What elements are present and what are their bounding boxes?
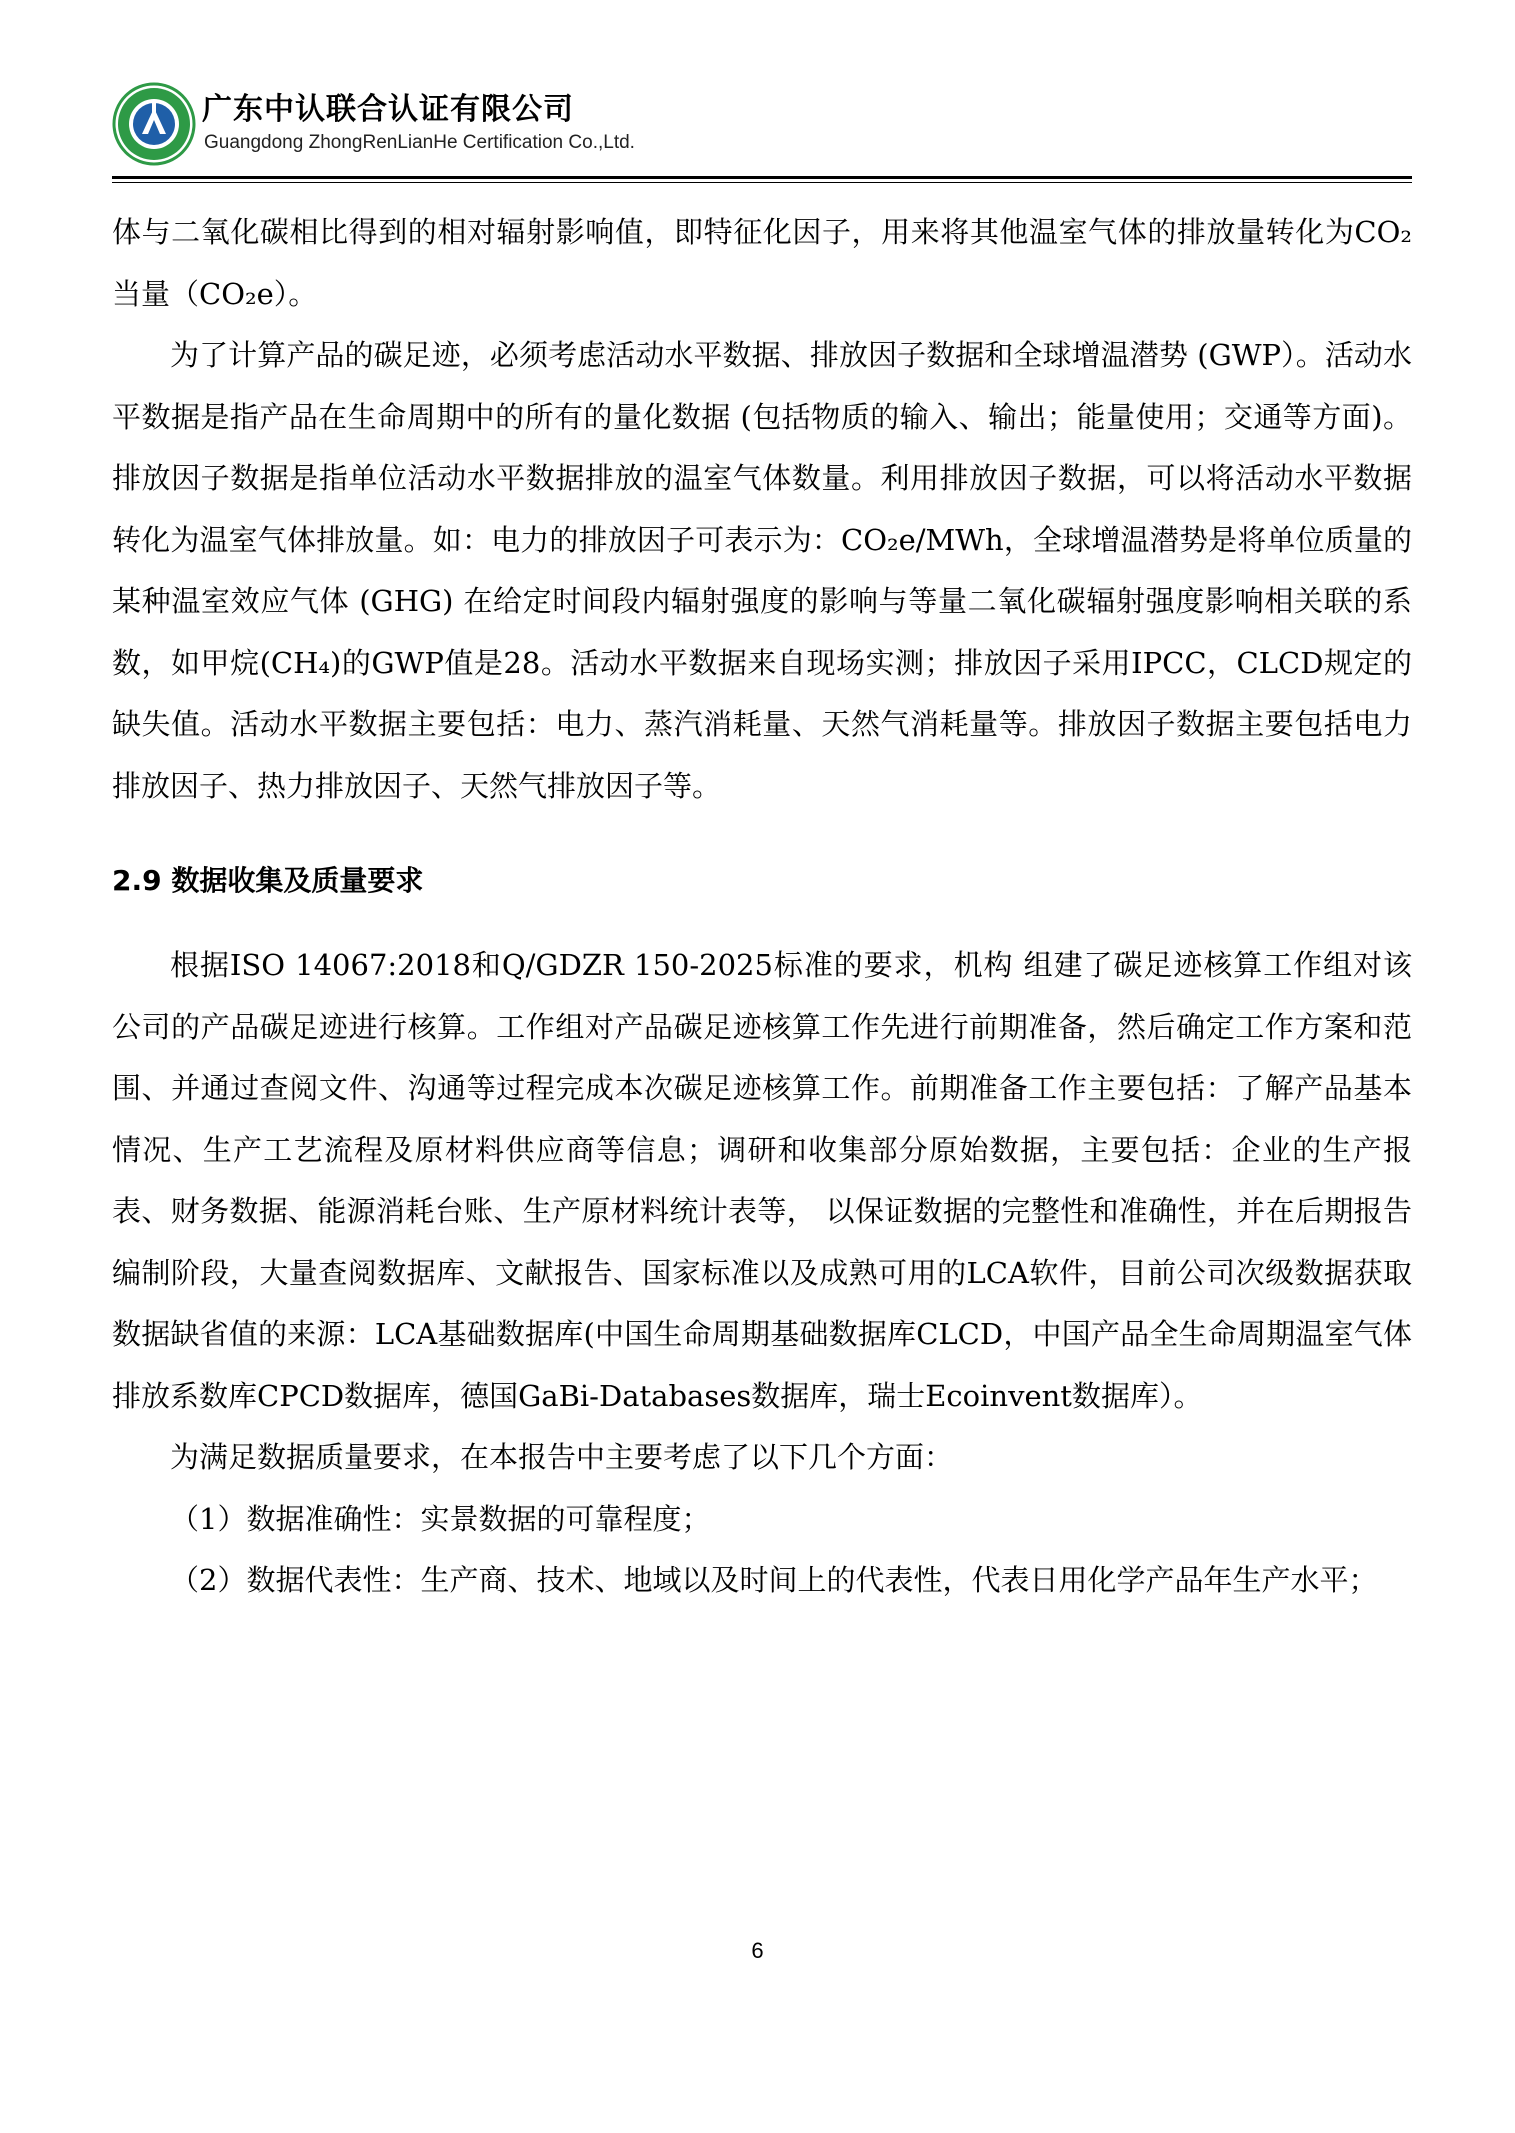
page-number: 6 <box>751 1938 764 1963</box>
company-name-cn: 广东中认联合认证有限公司 <box>202 92 574 127</box>
section-heading: 2.9 数据收集及质量要求 <box>112 864 424 897</box>
header-rule <box>112 176 1412 179</box>
certification-seal-icon <box>112 82 196 166</box>
page-header <box>112 78 1412 178</box>
list-item-2: （2）数据代表性：生产商、技术、地域以及时间上的代表性，代表日用化学产品年生产水平； <box>170 1563 1378 1597</box>
paragraph-2: 为了计算产品的碳足迹，必须考虑活动水平数据、排放因子数据和全球增温潜势 (GWP）。活动水平数据是指产品在生命周期中的所有的量化数据 (包括物质的输入、输出；能量使用；交通等方面)。排放因子数据是指单位活动水平数据排放的温室气体数量。利用排放因子数据，可以将活动水平数据转化为温室气体排放量。如：电力的排放因子可表示为：CO₂e/MWh，全球增温潜势是将单位质量的某种温室效应气体 (GHG) 在给定时间段内辐射强度的影响与等量二氧化碳辐射强度影响相关联的系数，如甲烷(CH₄)的GWP值是28。活动水平数据来自现场实测；排放因子采用IPCC，CLCD规定的缺失值。活动水平数据主要包括：电力、蒸汽消耗量、天然气消耗量等。排放因子数据主要包括电力排放因子、热力排放因子、天然气排放因子等。 <box>112 338 1412 803</box>
company-name-en: Guangdong ZhongRenLianHe Certification Co.,Ltd. <box>204 132 635 153</box>
list-item-1: （1）数据准确性：实景数据的可靠程度； <box>170 1501 711 1536</box>
paragraph-1: 体与二氧化碳相比得到的相对辐射影响值，即特征化因子，用来将其他温室气体的排放量转化为CO₂当量（CO₂e）。 <box>112 215 1412 311</box>
paragraph-4: 为满足数据质量要求，在本报告中主要考虑了以下几个方面： <box>170 1440 954 1474</box>
header-rule-thin <box>112 182 1412 183</box>
page-body <box>112 202 1412 1612</box>
paragraph-3: 根据ISO 14067:2018和Q/GDZR 150-2025标准的要求，机构 组建了碳足迹核算工作组对该公司的产品碳足迹进行核算。工作组对产品碳足迹核算工作先进行前期准备，然后确定工作方案和范围、并通过查阅文件、沟通等过程完成本次碳足迹核算工作。前期准备工作主要包括：了解产品基本情况、生产工艺流程及原材料供应商等信息；调研和收集部分原始数据，主要包括：企业的生产报表、财务数据、能源消耗台账、生产原材料统计表等， 以保证数据的完整性和准确性，并在后期报告编制阶段，大量查阅数据库、文献报告、国家标准以及成熟可用的LCA软件，目前公司次级数据获取数据缺省值的来源：LCA基础数据库(中国生命周期基础数据库CLCD，中国产品全生命周期温室气体排放系数库CPCD数据库，德国GaBi-Databases数据库，瑞士Ecoinvent数据库）。 <box>112 948 1412 1413</box>
